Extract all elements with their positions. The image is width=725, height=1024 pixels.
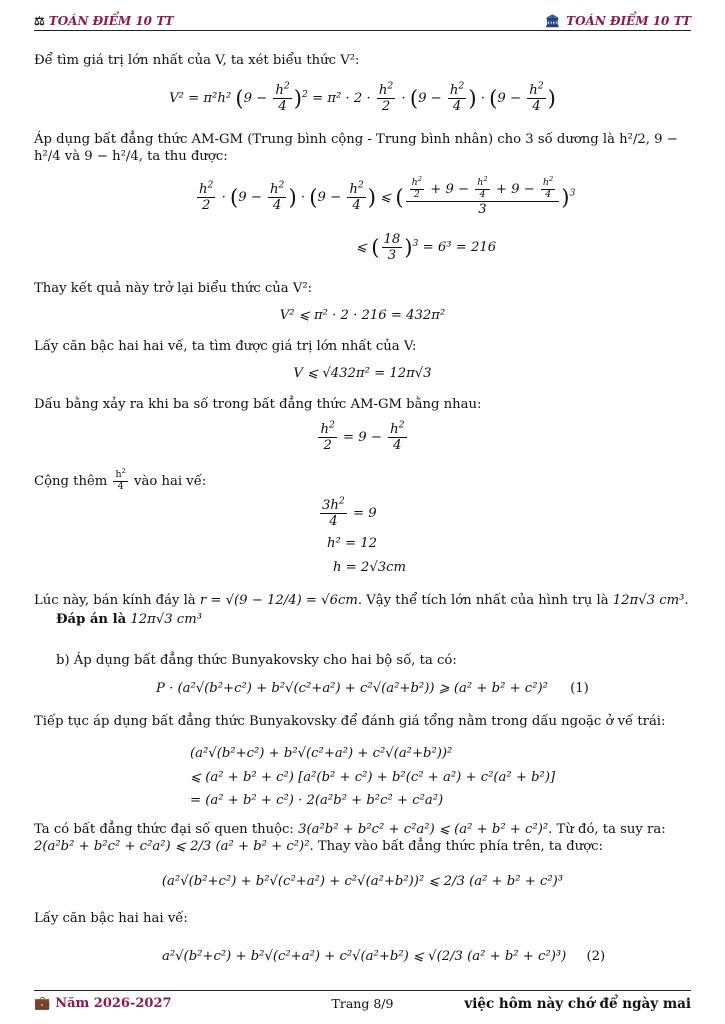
equation-amgm-line1: $\frac{h^2}{2}$ · (9 − $\frac{h^2}{4}$ ) · (9 − $\frac{h^2}{4}$ ) ⩽ ( $\frac{h^2}{2}$ + 9 − $\frac{h^2}{4}$ + 9 − $\frac{h^2}{4}$ 3 )$^3$	[199, 174, 576, 217]
eq-amgm-value: = 6³ = 216	[422, 240, 497, 256]
page-number: Trang 8/9	[331, 996, 394, 1011]
header-right-title: TOÁN ĐIỂM 10 TT	[566, 14, 691, 28]
equation-v-squared: V² = π²h² (9 − $\frac{h^2}{4}$ )$^2$ = π² · 2 · $\frac{h^2}{2}$ · (9 − $\frac{h^2}{4}$ ) · (9 − $\frac{h^2}{4}$ )	[169, 80, 556, 115]
paragraph-square-root: Lấy căn bậc hai hai vế, ta tìm được giá trị lớn nhất của V:	[34, 339, 417, 354]
paragraph-continue-bunyakovsky: Tiếp tục áp dụng bất đẳng thức Bunyakovsky để đánh giá tổng nằm trong dấu ngoặc ở vế trái:	[34, 714, 666, 729]
equation-b3: (a²√(b²+c²) + b²√(c²+a²) + c²√(a²+b²))² ⩽ 2/3 (a² + b² + c²)³	[161, 874, 564, 889]
paragraph-part-b: b) Áp dụng bất đẳng thức Bunyakovsky cho hai bộ số, ta có:	[56, 653, 457, 668]
paragraph-find-max: Để tìm giá trị lớn nhất của V, ta xét biểu thức V²:	[34, 53, 360, 68]
paragraph-radius-volume: Lúc này, bán kính đáy là r = √(9 − 12/4) = √6cm. Vậy thể tích lớn nhất của hình trụ là 12π√3 cm³.	[34, 593, 689, 608]
equation-b2-line2: ⩽ (a² + b² + c²) [a²(b² + c²) + b²(c² + a²) + c²(a² + b²)]	[190, 770, 556, 785]
equation-h-value: h = 2√3cm	[333, 560, 407, 575]
equation-b2-line3: = (a² + b² + c²) · 2(a²b² + b²c² + c²a²)	[190, 793, 444, 808]
header-left-title: TOÁN ĐIỂM 10 TT	[48, 14, 174, 28]
briefcase-icon: 💼	[34, 996, 51, 1011]
equation-h2-value: h² = 12	[327, 536, 377, 551]
p7-text-b: . Vậy thể tích lớn nhất của hình trụ là	[357, 593, 609, 608]
eq-b4-expr: a²√(b²+c²) + b²√(c²+a²) + c²√(a²+b²) ⩽ √(2/3 (a² + b² + c²)³)	[162, 949, 567, 964]
equation-amgm-line2: ⩽ ( $\frac{18}{3}$ )$^3$ = 6³ = 216	[356, 232, 497, 264]
eq-v2-lhs: V² = π²h²	[169, 91, 232, 107]
scale-icon: ⚖	[34, 14, 45, 28]
page-footer	[34, 990, 691, 1014]
bank-icon: 🏛	[544, 14, 561, 28]
paragraph-amgm-intro: Áp dụng bất đẳng thức AM-GM (Trung bình cộng - Trung bình nhân) cho 3 số dương là h²/2, 9 − h²/4 và 9 − h²/4, ta thu được:	[34, 132, 678, 164]
footer-motto: việc hôm này chớ để ngày mai	[464, 996, 691, 1012]
equation-equality: $\frac{h^2}{2}$ = 9 − $\frac{h^2}{4}$	[320, 419, 405, 454]
paragraph-substitute: Thay kết quả này trở lại biểu thức của V²:	[34, 281, 313, 296]
p6-text-b: vào hai vế:	[134, 473, 207, 489]
max-volume: 12π√3 cm³	[612, 593, 685, 608]
header-rule	[34, 30, 691, 31]
p6-text-a: Cộng thêm	[34, 473, 108, 489]
p7-text-a: Lúc này, bán kính đáy là	[34, 593, 196, 608]
answer-value: 12π√3 cm³	[130, 612, 202, 627]
known-inequality: 3(a²b² + b²c² + c²a²) ⩽ (a² + b² + c²)²	[298, 822, 549, 837]
eq-v2-mid: = π² · 2 ·	[312, 91, 371, 107]
equation-tag-1: (1)	[570, 681, 589, 696]
answer-line	[56, 611, 691, 628]
paragraph-known-inequality	[34, 821, 691, 855]
eq-b1-expr: P · (a²√(b²+c²) + b²√(c²+a²) + c²√(a²+b²)) ⩾ (a² + b² + c²)²	[156, 681, 548, 696]
footer-year: Năm 2026-2027	[55, 996, 172, 1011]
p10-text-a: Ta có bất đẳng thức đại số quen thuộc:	[34, 822, 294, 837]
equation-bunyakovsky-2	[162, 947, 605, 966]
footer-rule	[34, 990, 691, 991]
derived-inequality: 2(a²b² + b²c² + c²a²) ⩽ 2/3 (a² + b² + c²)²	[34, 839, 310, 854]
p10-text-b: . Từ đó, ta suy ra:	[548, 822, 666, 837]
radius-expression: r = √(9 − 12/4) = √6cm	[199, 593, 358, 608]
equation-bunyakovsky-1	[156, 679, 589, 698]
equation-tag-2: (2)	[586, 949, 606, 964]
answer-label: Đáp án là	[56, 612, 127, 627]
page-header	[34, 12, 691, 30]
p10-text-c: . Thay vào bất đẳng thức phía trên, ta được:	[309, 839, 603, 854]
paragraph-equality-case: Dấu bằng xảy ra khi ba số trong bất đẳng thức AM-GM bằng nhau:	[34, 397, 482, 412]
equation-v-bound: V ⩽ √432π² = 12π√3	[293, 366, 432, 381]
paragraph-add-term: Cộng thêm $\frac{h^2}{4}$ vào hai vế:	[34, 466, 207, 492]
equation-3h2-over-4: $\frac{3h^2}{4}$ = 9	[322, 495, 377, 530]
equation-b2-line1: (a²√(b²+c²) + b²√(c²+a²) + c²√(a²+b²))²	[190, 746, 453, 761]
equation-v2-bound: V² ⩽ π² · 2 · 216 = 432π²	[279, 308, 446, 323]
paragraph-take-root: Lấy căn bậc hai hai vế:	[34, 911, 188, 926]
